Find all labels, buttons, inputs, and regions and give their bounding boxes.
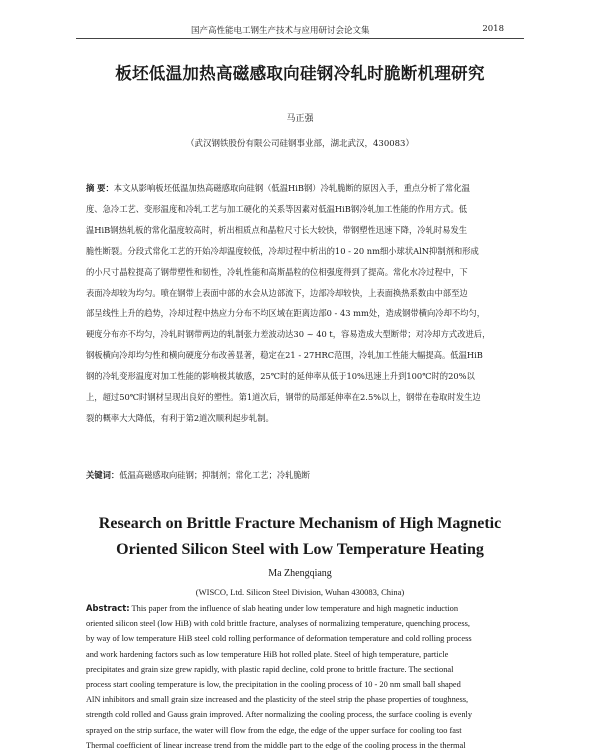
chinese-keywords xyxy=(86,469,518,481)
chinese-abstract-line: 裂的概率大大降低，有利于第2道次顺利起步轧制。 xyxy=(86,412,274,423)
english-abstract-line: strength cold rolled and Gauss grain improved. After normalizing the cooling process, the surface cooling is evenly xyxy=(86,710,473,720)
chinese-abstract-label: 摘 要： xyxy=(86,183,114,193)
chinese-abstract-line: 部呈线性上升的趋势，冷却过程中热应力分布不均区域在距离边部0 - 43 mm处，造成钢带横向冷却不均匀， xyxy=(86,308,486,319)
chinese-abstract-line: 摘 要：本文从影响板坯低温加热高磁感取向硅钢（低温HiB钢）冷轧脆断的原因入手，重点分析了常化温 xyxy=(86,183,470,193)
chinese-keywords-label: 关键词： xyxy=(86,470,120,480)
chinese-author: 马正强 xyxy=(286,114,314,124)
conference-title: 国产高性能电工钢生产技术与应用研讨会论文集 xyxy=(191,26,370,36)
chinese-title: 板坯低温加热高磁感取向硅钢冷轧时脆断机理研究 xyxy=(115,64,485,83)
english-abstract-line: and work hardening factors such as low temperature HiB hot rolled plate. Steel of high temperature, particle xyxy=(86,649,449,659)
english-abstract-line: Thermal coefficient of linear increase trend from the middle part to the edge of the cooling process in the thermal xyxy=(86,740,466,750)
english-abstract-line: by way of low temperature HiB steel cold rolling performance of deformation temperature and cold rolling process xyxy=(86,634,472,644)
english-abstract xyxy=(86,601,518,753)
chinese-abstract-line: 脆性断裂。分段式常化工艺的开始冷却温度较低，冷却过程中析出的10 - 20 nm细小球状AlN抑制剂和形成 xyxy=(86,245,479,256)
header-year: 2018 xyxy=(482,24,504,34)
english-abstract-line: process start cooling temperature is low, the precipitation in the cooling process of 10 - 20 nm small ball shaped xyxy=(86,680,461,690)
english-affiliation: (WISCO, Ltd. Silicon Steel Division, Wuhan 430083, China) xyxy=(195,587,405,597)
chinese-abstract-line: 度、急冷工艺、变形温度和冷轧工艺与加工硬化的关系等因素对低温HiB钢冷轧加工性能的作用方式。低 xyxy=(86,203,468,214)
chinese-abstract-line: 表面冷却较为均匀。喷在钢带上表面中部的水会从边部流下，边部冷却较快，上表面换热系数由中部至边 xyxy=(86,287,468,298)
english-abstract-line: sprayed on the strip surface, the water will flow from the edge, the edge of the upper surface for cooling too fast xyxy=(86,725,462,735)
english-title-line-2: Oriented Silicon Steel with Low Temperature Heating xyxy=(116,541,484,558)
chinese-abstract xyxy=(86,178,518,429)
chinese-abstract-line: 硬度分布亦不均匀，冷轧时钢带两边的轧制张力差波动达30 ~ 40 t，容易造成大型断带；对冷却方式改进后， xyxy=(86,329,491,340)
running-header xyxy=(76,22,524,39)
english-title-line-1: Research on Brittle Fracture Mechanism of High Magnetic xyxy=(98,515,502,532)
chinese-abstract-line: 钢板横向冷却均匀性和横向硬度分布改善显著，稳定在21 - 27HRC范围，冷轧加工性能大幅提高。低温HiB xyxy=(86,350,483,361)
english-abstract-line: Abstract: This paper from the influence of slab heating under low temperature and high magnetic induction xyxy=(86,603,459,613)
english-abstract-line: precipitates and grain size grew rapidly, with plastic rapid decline, cold prone to brittle fracture. The sectional xyxy=(86,664,454,674)
chinese-affiliation: （武汉钢铁股份有限公司硅钢事业部，湖北武汉，430083） xyxy=(186,139,414,149)
english-abstract-label: Abstract: xyxy=(86,603,130,613)
chinese-abstract-line: 钢的冷轧变形温度对加工性能的影响极其敏感，25℃时的延伸率从低于10%迅速上升到100℃时的20%以 xyxy=(86,371,475,382)
chinese-abstract-line: 上，超过50℃时钢材呈现出良好的塑性。第1道次后，钢带的局部延伸率在2.5%以上，钢带在卷取时发生边 xyxy=(86,392,481,403)
chinese-abstract-line: 温HiB钢热轧板的常化温度较高时，析出相质点和晶粒尺寸长大较快，带钢塑性迅速下降，冷轧时易发生 xyxy=(86,224,468,235)
english-abstract-line: AlN inhibitors and small grain size increased and the plasticity of the steel strip the phase properties of toughness, xyxy=(86,695,469,705)
english-author: Ma Zhengqiang xyxy=(268,568,332,579)
chinese-abstract-line: 的小尺寸晶粒提高了钢带塑性和韧性，冷轧性能和高斯晶粒的位相强度得到了提高。常化水冷过程中，下 xyxy=(86,266,468,277)
english-abstract-line: oriented silicon steel (low HiB) with cold brittle fracture, analyses of normalizing temperature, quenching process, xyxy=(86,619,470,629)
chinese-keywords-text: 低温高磁感取向硅钢；抑制剂；常化工艺；冷轧脆断 xyxy=(119,470,311,480)
